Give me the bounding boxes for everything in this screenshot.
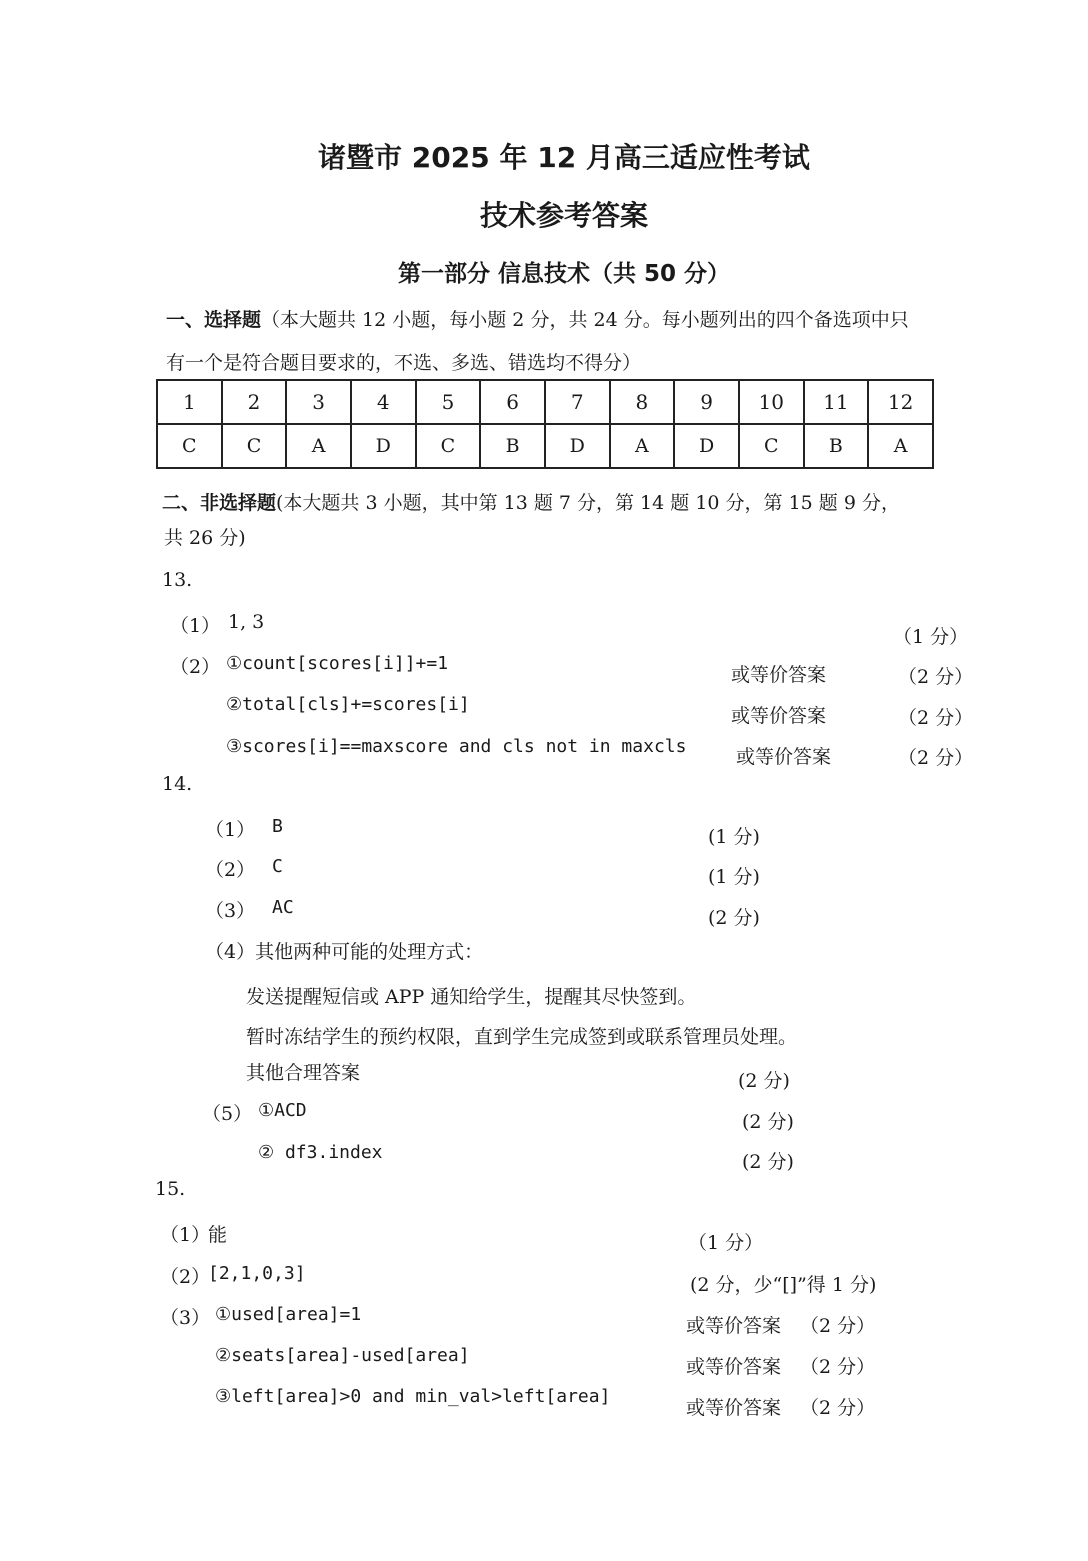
q14-number: 14. <box>162 773 193 795</box>
answer-cell: C <box>157 424 222 468</box>
q14-item-score: (2 分) <box>708 907 760 929</box>
answer-cell: A <box>610 424 675 468</box>
answer-cell: B <box>480 424 545 468</box>
q14-p4-option: 发送提醒短信或 APP 通知给学生，提醒其尽快签到。 <box>246 986 697 1008</box>
question-number-cell: 10 <box>739 380 804 424</box>
q15-code-line: ①used[area]=1 <box>215 1304 362 1325</box>
q14-p4-option: 暂时冻结学生的预约权限，直到学生完成签到或联系管理员处理。 <box>246 1026 798 1048</box>
question-number-cell: 3 <box>286 380 351 424</box>
q13-score: （2 分） <box>898 666 974 688</box>
q13-note: 或等价答案 <box>731 664 827 686</box>
q15-code-line: ③left[area]>0 and min_val>left[area] <box>215 1386 611 1407</box>
q13-p1-answer: 1, 3 <box>228 611 265 633</box>
q13-code-line: ②total[cls]+=scores[i] <box>226 694 470 715</box>
q15-p2-label: （2） <box>160 1266 211 1288</box>
q15-score: （2 分） <box>800 1356 876 1378</box>
q15-number: 15. <box>155 1178 186 1200</box>
q13-score: （2 分） <box>898 707 974 729</box>
answer-table-header-row <box>157 380 933 424</box>
q14-p5-a: ①ACD <box>258 1100 307 1121</box>
question-number-cell: 11 <box>804 380 869 424</box>
q14-p4-title: 其他两种可能的处理方式： <box>255 941 484 963</box>
q13-code-line: ①count[scores[i]]+=1 <box>226 653 449 674</box>
section1-label: 一、选择题 <box>166 309 262 331</box>
q13-p2-label: （2） <box>170 656 221 678</box>
q15-note: 或等价答案 <box>686 1397 782 1419</box>
answer-cell: B <box>804 424 869 468</box>
q14-item-score: (1 分) <box>708 866 760 888</box>
q13-p1-score: （1 分） <box>893 626 969 648</box>
q14-p5-b-score: (2 分) <box>742 1151 794 1173</box>
question-number-cell: 8 <box>610 380 675 424</box>
q14-p4-score: (2 分) <box>738 1070 790 1092</box>
question-number-cell: 1 <box>157 380 222 424</box>
q15-code-line: ②seats[area]-used[area] <box>215 1345 470 1366</box>
q14-p5-b: ② df3.index <box>258 1142 383 1163</box>
q13-code-line: ③scores[i]==maxscore and cls not in maxcls <box>226 736 687 757</box>
question-number-cell: 6 <box>480 380 545 424</box>
q13-note: 或等价答案 <box>731 705 827 727</box>
answer-table-values-row <box>157 424 933 468</box>
q15-p1-score: （1 分） <box>688 1232 764 1254</box>
q14-item-answer: B <box>272 816 283 837</box>
section2-desc-line1: (本大题共 3 小题，其中第 13 题 7 分，第 14 题 10 分，第 15 题 9 分， <box>276 492 900 514</box>
q13-p1-label: （1） <box>170 615 221 637</box>
q13-score: （2 分） <box>898 747 974 769</box>
q15-p2-score: (2 分，少“[]”得 1 分) <box>690 1274 877 1296</box>
q15-p1-label: （1） <box>160 1224 211 1246</box>
answer-cell: D <box>545 424 610 468</box>
section2-line1 <box>162 488 900 515</box>
answer-subtitle: 技术参考答案 <box>479 199 648 232</box>
q14-p4-option: 其他合理答案 <box>246 1062 361 1084</box>
q14-item-label: （1） <box>205 819 256 841</box>
q15-score: （2 分） <box>800 1315 876 1337</box>
q15-score: （2 分） <box>800 1397 876 1419</box>
question-number-cell: 7 <box>545 380 610 424</box>
question-number-cell: 12 <box>868 380 933 424</box>
answer-cell: C <box>416 424 481 468</box>
q14-item-answer: C <box>272 856 283 877</box>
answer-cell: C <box>222 424 287 468</box>
q15-p3-label: （3） <box>160 1307 211 1329</box>
section1-line1 <box>166 305 909 332</box>
q14-item-label: （3） <box>205 900 256 922</box>
section1-desc-line1: （本大题共 12 小题，每小题 2 分，共 24 分。每小题列出的四个备选项中只 <box>261 309 909 331</box>
section1-desc-line2: 有一个是符合题目要求的，不选、多选、错选均不得分） <box>166 352 642 374</box>
q14-item-label: （2） <box>205 859 256 881</box>
q13-note: 或等价答案 <box>736 746 832 768</box>
question-number-cell: 9 <box>674 380 739 424</box>
question-number-cell: 2 <box>222 380 287 424</box>
question-number-cell: 5 <box>416 380 481 424</box>
q15-note: 或等价答案 <box>686 1356 782 1378</box>
q14-item-answer: AC <box>272 897 294 918</box>
q14-item-score: (1 分) <box>708 826 760 848</box>
q13-number: 13. <box>162 569 193 591</box>
exam-title: 诸暨市 2025 年 12 月高三适应性考试 <box>318 141 810 174</box>
question-number-cell: 4 <box>351 380 416 424</box>
section2-label: 二、非选择题 <box>162 492 277 514</box>
q14-p4-line <box>205 937 483 964</box>
section2-desc-line2: 共 26 分) <box>164 527 246 549</box>
q14-p4-label: （4） <box>205 941 256 963</box>
q15-p2-answer: [2,1,0,3] <box>208 1263 306 1284</box>
q14-p5-label: （5） <box>202 1103 253 1125</box>
answer-cell: C <box>739 424 804 468</box>
q15-note: 或等价答案 <box>686 1315 782 1337</box>
answer-cell: D <box>351 424 416 468</box>
q15-p1-answer: 能 <box>208 1224 228 1246</box>
answer-cell: D <box>674 424 739 468</box>
part-heading: 第一部分 信息技术（共 50 分） <box>397 261 731 287</box>
q14-p5-a-score: (2 分) <box>742 1111 794 1133</box>
answer-cell: A <box>286 424 351 468</box>
answer-table <box>156 379 934 469</box>
answer-cell: A <box>868 424 933 468</box>
